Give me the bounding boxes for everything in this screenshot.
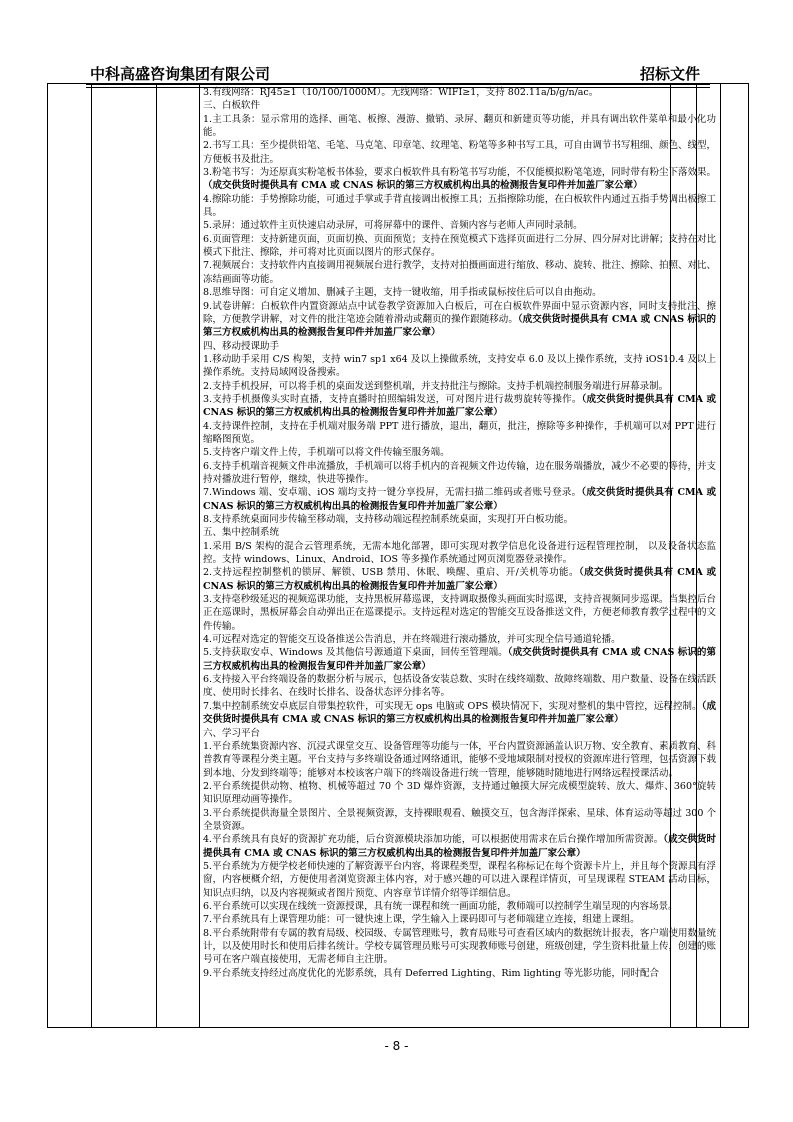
spec-paragraph	[203, 967, 716, 980]
spec-paragraph	[203, 420, 716, 447]
paragraph-text: 3.粉笔书写：为还原真实粉笔板书体验，要求白板软件具有粉笔书写功能，不仅能模拟粉笔笔迹，同时带有粉尘下落效果。	[203, 167, 716, 179]
page-number: - 8 -	[384, 1039, 409, 1053]
paragraph-text: 4.支持课件控制，支持在手机端对服务端 PPT 进行播放，退出，翻页，批注，擦除等多种操作，手机端可以对 PPT 进行缩略图预览。	[203, 420, 716, 445]
paragraph-text: 1.移动助手采用 C/S 构架，支持 win7 sp1 x64 及以上操做系统，支持安卓 6.0 及以上操作系统，支持 iOS10.4 及以上操作系统。支持局域网设备搜索。	[203, 353, 716, 379]
paragraph-text: 3.支持毫秒级延迟的视频巡课功能，支持黑板屏幕巡课，支持调取摄像头画面实时巡课，支持音视频同步巡课。当集控后台正在巡课时，黑板屏幕会自动弹出正在巡课提示。支持远程对选定的智能交互设备推送文件，方便老师教育教学过程中的文件传输。	[203, 594, 717, 632]
certification-note: （成交供货时提供具有 CMA 或 CNAS 标识的第三方权威机构出具的检测报告复印件并加盖厂家公章）	[203, 647, 716, 672]
spec-paragraph	[203, 166, 716, 193]
spec-paragraph	[203, 353, 716, 380]
table-divider	[720, 84, 721, 1027]
paragraph-text: 6.支持手机端音视频文件串流播放，手机端可以将手机内的音视频文件边传输，边在服务端播放，减少不必要的等待，并支持对播放进行暂停，继续，快进等操作。	[203, 460, 716, 485]
paragraph-text: 五、集中控制系统	[203, 527, 280, 539]
spec-paragraph	[203, 513, 716, 526]
paragraph-text: 6.平台系统可以实现在线统一资源授课，具有统一课程和统一画面功能，教师端可以控制学生端呈现的内容场景。	[203, 900, 678, 912]
spec-paragraph	[203, 86, 716, 99]
certification-note: （成交供货时提供具有 CMA 或 CNAS 标识的第三方权威机构出具的检测报告复印件并加盖厂家公章）	[203, 700, 716, 726]
paragraph-text: 三、白板软件	[203, 100, 261, 112]
spec-paragraph	[203, 139, 716, 166]
paragraph-text: 8.思维导图：可自定义增加、删减子主题，支持一键收缩，用手指或鼠标按住后可以自由拖动。	[203, 287, 602, 299]
spec-paragraph	[203, 860, 716, 900]
certification-note: （成交供货时提供具有 CMA 或 CNAS 标识的第三方权威机构出具的检测报告复印件并加盖厂家公章）	[203, 487, 716, 512]
paragraph-text: 8.支持系统桌面同步传输至移动端，支持移动端远程控制系统桌面，实现打开白板功能。	[203, 514, 574, 525]
spec-paragraph	[203, 193, 716, 220]
spec-paragraph	[203, 219, 716, 232]
paragraph-text: 2.平台系统提供动物、植物、机械等超过 70 个 3D 爆炸资源，支持通过触摸大屏完成模型旋转、放大、爆炸、360°旋转知识原理动画等操作。	[203, 780, 716, 806]
paragraph-text: 2.支持远程控制整机的锁屏、解锁、USB 禁用、休眠、唤醒、重启、开/关机等功能。	[203, 567, 579, 579]
certification-note: （成交供货时提供具有 CMA 或 CNAS 标识的第三方权威机构出具的检测报告复印件并加盖厂家公章）	[203, 834, 716, 859]
paragraph-text: 9.平台系统支持经过高度优化的光影系统，具有 Deferred Lighting、Rim lighting 等光影功能，同时配合	[203, 967, 659, 979]
paragraph-text: 6.页面管理：支持新建页面，页面切换、页面预览；支持在预览模式下选择页面进行二分屏、四分屏对比讲解；支持在对比模式下批注、擦除，并可将对比页面以图片的形式保存。	[203, 233, 716, 259]
spec-paragraph	[203, 259, 716, 286]
certification-note: （成交供货时提供具有 CMA 或 CNAS 标识的第三方权威机构出具的检测报告复印件并加盖厂家公章）	[203, 567, 716, 592]
spec-paragraph	[203, 286, 716, 299]
paragraph-text: 7.Windows 端、安卓端、iOS 端均支持一键分享投屏，无需扫描二维码或者账号登录。	[203, 487, 582, 499]
paragraph-text: 3.有线网络：RJ45≥1（10/100/1000M）。无线网络：WIFI≥1，支持 802.11a/b/g/n/ac。	[203, 87, 599, 98]
paragraph-text: 3.平台系统提供海量全景图片、全景视频资源，支持裸眼观看、触摸交互，包含海洋探索、星球、体育运动等超过 300 个全景资源。	[203, 807, 716, 832]
paragraph-text: 1.平台系统集资源内容、沉浸式课堂交互、设备管理等功能与一体，平台内置资源涵盖认识万物、安全教育、素质教育、科普教育等课程分类主题。平台支持与多终端设备通过网络通讯，能够不受地域限制对授权的资源库进行管理，包括资源下载到本地、分发到终端等；能够对本校该客户端下的终端设备进行统一管理，能够随时随地进行网络远程授课活动。	[203, 740, 717, 779]
certification-note: （成交供货时提供具有 CMA 或 CNAS 标识的第三方权威机构出具的检测报告复印件并加盖厂家公章）	[203, 180, 643, 192]
spec-paragraph	[203, 807, 716, 834]
spec-paragraph	[203, 927, 716, 967]
table-divider	[199, 84, 200, 1027]
spec-paragraph	[203, 340, 716, 353]
paragraph-text: 6.支持接入平台终端设备的数据分析与展示，包括设备安装总数、实时在线终端数、故障终端数、用户数量、设备在线活跃度、使用时长排名、在线时长排名、设备状态评分排名等。	[203, 674, 716, 699]
paragraph-text: 1.主工具条：显示常用的选择、画笔、板擦、漫游、撤销、录屏、翻页和新建页等功能，并具有调出软件菜单和最小化功能。	[203, 113, 716, 139]
spec-paragraph	[203, 380, 716, 393]
spec-paragraph	[203, 393, 716, 420]
spec-paragraph	[203, 526, 716, 539]
spec-paragraph	[203, 540, 716, 567]
spec-paragraph	[203, 460, 716, 487]
paragraph-text: 5.支持客户端文件上传，手机端可以将文件传输至服务端。	[203, 447, 450, 459]
spec-paragraph	[203, 113, 716, 140]
paragraph-text: 2.书写工具：至少提供铅笔、毛笔、马克笔、印章笔、纹理笔、粉笔等多种书写工具，可自由调节书写粗细、颜色、线型，方便板书及批注。	[203, 140, 716, 165]
certification-note: （成交供货时提供具有 CMA 或 CNAS 标识的第三方权威机构出具的检测报告复印件并加盖厂家公章）	[203, 393, 716, 419]
table-divider	[91, 84, 92, 1027]
paragraph-text: 六、学习平台	[203, 727, 261, 739]
spec-paragraph	[203, 673, 716, 700]
paragraph-text: 7.集中控制系统安卓底层自带集控软件，可实现无 ops 电脑或 OPS 模块情况下，实现对整机的集中管控，远程控制。	[203, 700, 702, 712]
paragraph-text: 3.支持手机摄像头实时直播，支持直播时拍照编辑发送，可对图片进行裁剪旋转等操作。	[203, 393, 582, 405]
paragraph-text: 7.平台系统具有上课管理功能：可一键快速上课，学生输入上课码即可与老师端建立连接，组建上课组。	[203, 914, 640, 926]
spec-paragraph	[203, 646, 716, 673]
spec-paragraph	[203, 727, 716, 740]
spec-paragraph	[203, 633, 716, 646]
paragraph-text: 5.录屏：通过软件主页快速启动录屏，可将屏幕中的课件、音频内容与老师人声同时录制。	[203, 220, 583, 232]
spec-paragraph	[203, 446, 716, 459]
spec-paragraph	[203, 740, 716, 780]
spec-paragraph	[203, 833, 716, 860]
spec-paragraph	[203, 486, 716, 513]
paragraph-text: 四、移动授课助手	[203, 340, 280, 352]
spec-paragraph	[203, 700, 716, 727]
paragraph-text: 4.可远程对选定的智能交互设备推送公告消息，并在终端进行滚动播放，并可实现全信号通道轮播。	[203, 634, 621, 646]
spec-paragraph	[203, 566, 716, 593]
paragraph-text: 5.支持获取安卓、Windows 及其他信号源通道下桌面，回传至管理端。	[203, 647, 508, 659]
paragraph-text: 4.擦除功能：手势擦除功能，可通过手掌或手背直接调出板擦工具；五指擦除功能，在白板软件内通过五指手势调出板擦工具。	[203, 193, 716, 219]
spec-table	[47, 83, 749, 1028]
paragraph-text: 4.平台系统具有良好的资源扩充功能，后台资源模块添加功能，可以根据使用需求在后台操作增加所需资源。	[203, 834, 664, 846]
spec-content	[203, 86, 716, 980]
spec-paragraph	[203, 593, 716, 633]
paragraph-text: 1.采用 B/S 架构的混合云管理系统，无需本地化部署，即可实现对教学信息化设备进行远程管理控制， 以及设备状态监控。支持 windows、Linux、Android、IOS 等多操作系统通过网页浏览器登录操作。	[203, 540, 716, 566]
spec-paragraph	[203, 780, 716, 807]
paragraph-text: 2.支持手机投屏，可以将手机的桌面发送到整机端，并支持批注与擦除。支持手机端控制服务端进行屏幕录制。	[203, 380, 669, 392]
spec-paragraph	[203, 99, 716, 112]
certification-note: （成交供货时提供具有 CMA 或 CNAS 标识的第三方权威机构出具的检测报告复印件并加盖厂家公章）	[203, 313, 716, 339]
spec-paragraph	[203, 900, 716, 913]
paragraph-text: 7.视频展台：支持软件内直接调用视频展台进行教学，支持对拍摄画面进行缩放、移动、旋转、批注、擦除、拍照、对比、冻结画面等功能。	[203, 260, 716, 285]
spec-paragraph	[203, 913, 716, 926]
paragraph-text: 8.平台系统附带有专属的教育局级、校园级、专属管理账号，教育局账号可查看区域内的数据统计报表，客户端使用数量统计，以及使用时长和使用后排名统计。学校专属管理员账号可实现教师账号创建，班级创建，学生资料批量上传，创建的账号可在客户端直接使用，无需老师自主注册。	[203, 927, 717, 966]
header-doc-type: 招标文件	[640, 65, 701, 83]
header-company: 中科高盛咨询集团有限公司	[90, 65, 271, 83]
table-divider	[156, 84, 157, 1027]
spec-paragraph	[203, 233, 716, 260]
paragraph-text: 5.平台系统为方便学校老师快速的了解资源平台内容，将课程类型，课程名称标记在每个资源卡片上，并且每个资源具有浮窗，内容梗概介绍，方便使用者浏览资源主体内容，对于感兴趣的可以进入课程详情页，可呈现课程 STEAM 活动目标，知识点归纳，以及内容视频或者图片预览、内容章节详情介绍等详细信息。	[203, 860, 716, 899]
paragraph-text: 9.试卷讲解：白板软件内置资源站点中试卷教学资源加入白板后，可在白板软件界面中显示资源内容，同时支持批注、擦除，方便教学讲解，对文件的批注笔迹会随着滑动或翻页的操作跟随移动。	[203, 300, 716, 325]
spec-paragraph	[203, 300, 716, 340]
